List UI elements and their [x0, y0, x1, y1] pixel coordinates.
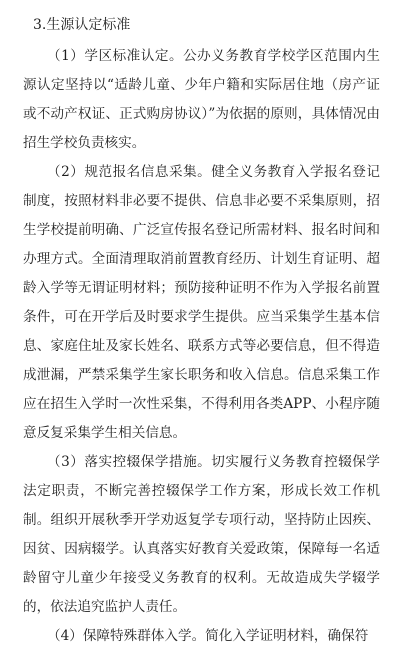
- paragraph-dropout-control: （3）落实控辍保学措施。切实履行义务教育控辍保学法定职责，不断完善控辍保学工作方案，形成长效工作机制。组织开展秋季开学劝返复学专项行动，坚持防止因疾、因贫、因病辍学。认真落实好教育关爱政策，保障每一名适龄留守儿童少年接受义务教育的权利。无故造成失学辍学的，依法追究监护人责任。: [23, 454, 380, 615]
- paragraph-special-groups: （4）保障特殊群体入学。简化入学证明材料，确保符: [47, 628, 369, 644]
- paragraph-registration-info: （2）规范报名信息采集。健全义务教育入学报名登记制度，按照材料非必要不提供、信息非必要不采集原则，招生学校提前明确、广泛宣传报名登记所需材料、报名时间和办理方式。全面清理取消前置教育经历、计划生育证明、超龄入学等无谓证明材料；预防接种证明不作为入学报名前置条件，可在开学后及时要求学生提供。应当采集学生基本信息、家庭住址及家长姓名、联系方式等必要信息，但不得造成泄漏，严禁采集学生家长职务和收入信息。信息采集工作应在招生入学时一次性采集，不得利用各类APP、小程序随意反复采集学生相关信息。: [23, 164, 380, 441]
- paragraph-school-district-standard: （1）学区标准认定。公办义务教育学校学区范围内生源认定坚持以“适龄儿童、少年户籍和实际居住地（房产证或不动产权证、正式购房协议）”为依据的原则，具体情况由招生学校负责核实。: [23, 48, 380, 151]
- section-heading: 3.生源认定标准: [33, 17, 131, 33]
